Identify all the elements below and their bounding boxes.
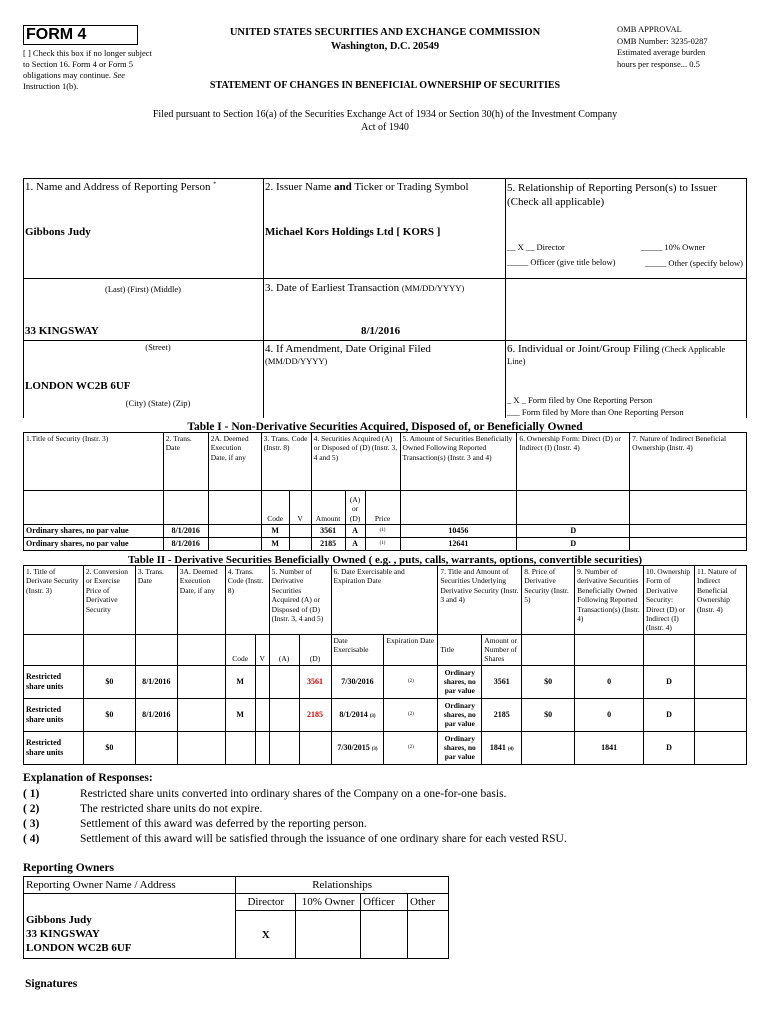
t1-sub-v: V — [289, 491, 311, 525]
t2-sub-empty — [522, 634, 575, 665]
director-checkbox: __ X __ Director — [507, 242, 565, 252]
t1-date: 8/1/2016 — [163, 525, 208, 538]
t1-code: M — [261, 538, 289, 551]
owners-col-officer: Officer — [361, 894, 408, 911]
t2-v — [255, 665, 269, 698]
t1-amount: 2185 — [311, 538, 345, 551]
t2-deemed — [177, 698, 225, 731]
owners-row — [24, 911, 449, 959]
t2-f10: D — [644, 731, 695, 764]
t2-sub-v: V — [255, 634, 269, 665]
t1-sub-empty — [208, 491, 261, 525]
omb-line: Estimated average burden — [617, 47, 706, 57]
reporting-owners-table — [23, 876, 449, 959]
signatures-title: Signatures — [25, 978, 78, 990]
explanation-num: ( 1) — [23, 788, 40, 800]
t2-conv-price: $0 — [83, 731, 135, 764]
t2-v — [255, 698, 269, 731]
t2-deemed — [177, 731, 225, 764]
check-box-notice — [23, 48, 153, 92]
t2-exp: (2) — [384, 731, 438, 764]
box1-label-text: 1. Name and Address of Reporting Person — [25, 181, 211, 193]
explanation-item — [23, 787, 743, 802]
owner-name: Gibbons Judy — [26, 914, 92, 927]
t1-nature — [630, 538, 747, 551]
box3-label-text: 3. Date of Earliest Transaction — [265, 282, 400, 294]
statement-title: STATEMENT OF CHANGES IN BENEFICIAL OWNERSHIP OF SECURITIES — [209, 80, 561, 91]
t2-title: Restricted share units — [24, 665, 84, 698]
check-box-instr: Instruction 1(b). — [23, 81, 79, 91]
t2-code: M — [225, 698, 255, 731]
box2-label-a: 2. Issuer Name — [265, 181, 335, 193]
t2-f10: D — [644, 698, 695, 731]
table2-title: Table II - Derivative Securities Beneficially Owned ( e.g. , puts, calls, warrants, options, convertible securities) — [127, 554, 643, 566]
t1-date: 8/1/2016 — [163, 538, 208, 551]
t2-amt — [482, 698, 522, 731]
issuer-name: Michael Kors Holdings Ltd [ KORS ] — [265, 226, 441, 238]
t1-sub-amount: Amount — [311, 491, 345, 525]
t2-h8: 8. Price of Derivative Security (Instr. 5) — [522, 566, 575, 635]
grid-line — [746, 178, 747, 418]
t2-exp: (2) — [384, 665, 438, 698]
t1-v — [289, 538, 311, 551]
t2-d: 2185 — [299, 698, 331, 731]
t1-title: Ordinary shares, no par value — [24, 538, 164, 551]
t2-utitle: Ordinary shares, no par value — [438, 731, 482, 764]
t2-sub-empty — [24, 634, 84, 665]
t2-n11 — [694, 665, 746, 698]
grid-line — [505, 178, 506, 418]
box6-label — [507, 343, 745, 367]
t2-sub-empty — [694, 634, 746, 665]
t1-owned: 10456 — [400, 525, 517, 538]
t2-h11: 11. Nature of Indirect Beneficial Ownership (Instr. 4) — [694, 566, 746, 635]
t2-h10: 10. Ownership Form of Derivative Security: Direct (D) or Indirect (I) (Instr. 4) — [644, 566, 695, 635]
t1-aord: A — [345, 538, 365, 551]
t2-h4: 4. Trans. Code (Instr. 8) — [225, 566, 269, 635]
t1-h3: 3. Trans. Code (Instr. 8) — [261, 433, 311, 491]
grid-line — [23, 178, 747, 179]
t2-h2: 2. Conversion or Exercise Price of Derivative Security — [83, 566, 135, 635]
t2-sub-amt: Amount or Number of Shares — [482, 634, 522, 665]
t2-h9: 9. Number of derivative Securities Beneficially Owned Following Reported Transaction(s) (Instr. 4) — [575, 566, 644, 635]
box6-label-small: (Check Applicable Line) — [507, 344, 726, 366]
grid-line — [23, 178, 24, 418]
explanation-title: Explanation of Responses: — [23, 772, 153, 784]
t2-deemed — [177, 665, 225, 698]
t2-sub-a: (A) — [269, 634, 299, 665]
t1-sub-empty — [630, 491, 747, 525]
box2-label — [265, 181, 469, 193]
filed-by-one-option: _ X _ Form filed by One Reporting Person — [507, 395, 653, 405]
ten-percent-owner-checkbox: _____ 10% Owner — [641, 242, 706, 252]
t2-h7: 7. Title and Amount of Securities Underlying Derivative Security (Instr. 3 and 4) — [438, 566, 522, 635]
t1-h1: 1.Title of Security (Instr. 3) — [24, 433, 164, 491]
t2-utitle: Ordinary shares, no par value — [438, 698, 482, 731]
t2-n11 — [694, 698, 746, 731]
t2-a — [269, 665, 299, 698]
t2-exer — [331, 731, 384, 764]
explanation-list — [23, 787, 743, 847]
explanation-item — [23, 802, 743, 817]
filed-by-more-option: ___ Form filed by More than One Reporting Person — [507, 407, 684, 417]
t2-date: 8/1/2016 — [135, 698, 177, 731]
box2-label-b: Ticker or Trading Symbol — [351, 181, 469, 193]
t2-h3: 3. Trans. Date — [135, 566, 177, 635]
owner-name-address — [24, 911, 236, 959]
t2-title: Restricted share units — [24, 698, 84, 731]
t2-utitle: Ordinary shares, no par value — [438, 665, 482, 698]
owners-col-director: Director — [236, 894, 296, 911]
box5-label-text: 5. Relationship of Reporting Person(s) to Issuer — [507, 182, 717, 194]
table1-row — [24, 525, 747, 538]
owner-officer-mark — [361, 911, 408, 959]
explanation-item — [23, 832, 743, 847]
table1 — [23, 432, 747, 551]
t2-exer — [331, 665, 384, 698]
explanation-num: ( 4) — [23, 833, 40, 845]
t1-sub-price: Price — [365, 491, 400, 525]
box1-label — [25, 181, 216, 193]
grid-line — [23, 278, 506, 279]
t2-amt-note: (4) — [507, 746, 514, 752]
table1-title: Table I - Non-Derivative Securities Acquired, Disposed of, or Beneficially Owned — [187, 421, 583, 433]
form-title: FORM 4 — [23, 25, 138, 45]
t2-exer — [331, 698, 384, 731]
t2-amt-value: 3561 — [493, 676, 510, 686]
t2-exp: (2) — [384, 698, 438, 731]
t2-d: 3561 — [299, 665, 331, 698]
box1-mark: * — [213, 181, 217, 188]
explanation-num: ( 3) — [23, 818, 40, 830]
street-label: (Street) — [145, 342, 171, 352]
t2-sub-code: Code — [225, 634, 255, 665]
t1-price-footnote: (1) — [365, 525, 400, 538]
t2-conv-price: $0 — [83, 698, 135, 731]
filed-pursuant: Filed pursuant to Section 16(a) of the Securities Exchange Act of 1934 or Section 30(h) of the Investment Company Act of 1940 — [152, 109, 618, 133]
explanation-text: Restricted share units converted into ordinary shares of the Company on a one-for-one basis. — [80, 788, 507, 800]
t2-a — [269, 731, 299, 764]
t2-n9: 1841 — [575, 731, 644, 764]
t1-deemed — [208, 538, 261, 551]
t1-price-footnote: (1) — [365, 538, 400, 551]
omb-line: OMB Number: 3235-0287 — [617, 35, 708, 46]
grid-line — [505, 278, 747, 279]
t2-sub-exp: Expiration Date — [384, 634, 438, 665]
omb-line: hours per response... 0.5 — [617, 58, 700, 69]
explanation-item — [23, 817, 743, 832]
owner-street: 33 KINGSWAY — [26, 928, 100, 941]
table2 — [23, 565, 747, 765]
t2-n9: 0 — [575, 665, 644, 698]
t2-sub-empty — [83, 634, 135, 665]
t1-h7: 7. Nature of Indirect Beneficial Ownership (Instr. 4) — [630, 433, 747, 491]
owners-col-ten: 10% Owner — [296, 894, 361, 911]
grid-line — [23, 340, 747, 341]
name-parts-label: (Last) (First) (Middle) — [104, 284, 181, 294]
t2-exer-note: (3) — [371, 746, 378, 752]
t2-sub-empty — [177, 634, 225, 665]
t1-form: D — [517, 525, 630, 538]
t1-h2: 2. Trans. Date — [163, 433, 208, 491]
owners-empty — [24, 894, 236, 911]
filer-info-grid — [23, 178, 747, 418]
reporting-person-street: 33 KINGSWAY — [25, 325, 99, 337]
box4-format: (MM/DD/YYYY) — [265, 356, 328, 366]
t2-code — [225, 731, 255, 764]
t2-h5: 5. Number of Derivative Securities Acquired (A) or Disposed of (D) (Instr. 3, 4 and 5) — [269, 566, 331, 635]
owner-ten-mark — [296, 911, 361, 959]
t2-date — [135, 731, 177, 764]
box6-label-text: 6. Individual or Joint/Group Filing — [507, 343, 660, 355]
t2-p8: $0 — [522, 698, 575, 731]
t2-exer-note: (3) — [369, 713, 376, 719]
t2-n11 — [694, 731, 746, 764]
owners-col-other: Other — [408, 894, 449, 911]
t2-sub-empty — [135, 634, 177, 665]
t2-v — [255, 731, 269, 764]
check-box-see: See — [113, 70, 125, 80]
t2-h6: 6. Date Exercisable and Expiration Date — [331, 566, 438, 635]
table2-row — [24, 665, 747, 698]
grid-line — [263, 178, 264, 418]
t1-h2a: 2A. Deemed Execution Date, if any — [208, 433, 261, 491]
explanation-text: Settlement of this award will be satisfied through the issuance of one ordinary share for each vested RSU. — [80, 833, 567, 845]
explanation-text: The restricted share units do not expire. — [80, 803, 263, 815]
t2-sub-empty — [644, 634, 695, 665]
t2-f10: D — [644, 665, 695, 698]
t1-sub-empty — [163, 491, 208, 525]
reporting-owners-title: Reporting Owners — [23, 862, 115, 874]
box5-label — [507, 181, 747, 209]
officer-checkbox: _____ Officer (give title below) — [507, 257, 616, 267]
t1-h5: 5. Amount of Securities Beneficially Owned Following Reported Transaction(s) (Instr. 3 and 4) — [400, 433, 517, 491]
t2-exer-date: 8/1/2014 — [339, 709, 368, 719]
t1-form: D — [517, 538, 630, 551]
t1-sub-empty — [400, 491, 517, 525]
owner-other-mark — [408, 911, 449, 959]
t2-n9: 0 — [575, 698, 644, 731]
t2-a — [269, 698, 299, 731]
t2-conv-price: $0 — [83, 665, 135, 698]
explanation-num: ( 2) — [23, 803, 40, 815]
box3-label — [265, 282, 464, 294]
t2-h3a: 3A. Deemed Execution Date, if any — [177, 566, 225, 635]
t1-sub-empty — [24, 491, 164, 525]
t1-sub-code: Code — [261, 491, 289, 525]
city-parts-label: (City) (State) (Zip) — [125, 398, 191, 408]
t2-code: M — [225, 665, 255, 698]
reporting-person-city: LONDON WC2B 6UF — [25, 380, 131, 392]
check-box-text: [ ] Check this box if no longer subject to Section 16. Form 4 or Form 5 obligations may continue. — [23, 48, 152, 80]
t1-h4: 4. Securities Acquired (A) or Disposed of (D) (Instr. 3, 4 and 5) — [311, 433, 400, 491]
t1-h6: 6. Ownership Form: Direct (D) or Indirect (I) (Instr. 4) — [517, 433, 630, 491]
t1-title: Ordinary shares, no par value — [24, 525, 164, 538]
t2-sub-exer: Date Exercisable — [331, 634, 384, 665]
box2-label-and: and — [334, 181, 352, 193]
t1-v — [289, 525, 311, 538]
t2-sub-empty — [575, 634, 644, 665]
t2-d — [299, 731, 331, 764]
owners-col-name: Reporting Owner Name / Address — [24, 877, 236, 894]
t1-code: M — [261, 525, 289, 538]
box5-sub: (Check all applicable) — [507, 196, 605, 208]
owner-director-mark: X — [236, 911, 296, 959]
agency-title: UNITED STATES SECURITIES AND EXCHANGE COMMISSION — [229, 27, 541, 38]
table2-row — [24, 731, 747, 764]
t2-amt — [482, 665, 522, 698]
t2-p8: $0 — [522, 665, 575, 698]
omb-line: OMB APPROVAL — [617, 24, 682, 34]
t1-sub-aord: (A) or (D) — [345, 491, 365, 525]
earliest-transaction-date: 8/1/2016 — [361, 325, 401, 337]
t1-sub-empty — [517, 491, 630, 525]
t2-amt-value: 2185 — [493, 709, 510, 719]
other-checkbox: _____ Other (specify below) — [645, 258, 743, 268]
t2-sub-d: (D) — [299, 634, 331, 665]
t2-amt — [482, 731, 522, 764]
box3-format: (MM/DD/YYYY) — [401, 283, 465, 293]
t2-p8 — [522, 731, 575, 764]
owner-city: LONDON WC2B 6UF — [26, 942, 132, 955]
t2-title: Restricted share units — [24, 731, 84, 764]
t1-owned: 12641 — [400, 538, 517, 551]
t1-deemed — [208, 525, 261, 538]
t2-h1: 1. Title of Derivate Security (Instr. 3) — [24, 566, 84, 635]
agency-location: Washington, D.C. 20549 — [330, 41, 440, 52]
t1-nature — [630, 525, 747, 538]
t1-amount: 3561 — [311, 525, 345, 538]
owners-col-relationships: Relationships — [236, 877, 449, 894]
t2-exer-date: 7/30/2016 — [341, 676, 374, 686]
t2-date: 8/1/2016 — [135, 665, 177, 698]
t1-aord: A — [345, 525, 365, 538]
table1-row — [24, 538, 747, 551]
t2-sub-title: Title — [438, 634, 482, 665]
reporting-person-name: Gibbons Judy — [25, 226, 91, 238]
t2-amt-value: 1841 — [489, 742, 506, 752]
explanation-text: Settlement of this award was deferred by the reporting person. — [80, 818, 367, 830]
box4-label: 4. If Amendment, Date Original Filed — [265, 343, 431, 355]
omb-approval — [617, 24, 757, 70]
table2-row — [24, 698, 747, 731]
t2-exer-date: 7/30/2015 — [337, 742, 370, 752]
